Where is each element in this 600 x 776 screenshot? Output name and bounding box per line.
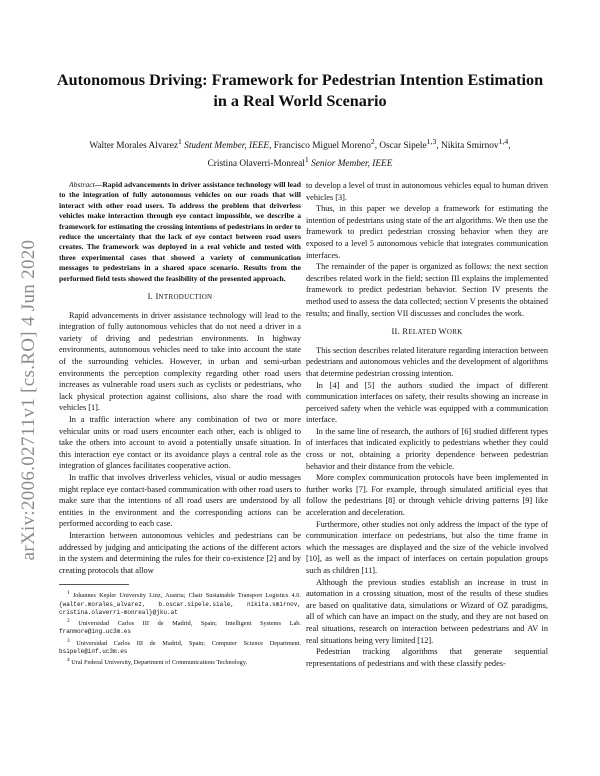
footnote: $^3$ Universidad Carlos III de Madrid, Spain; Computer Science Department. bsipele@inf.uc3m.es (59, 637, 302, 655)
title-line-1: Autonomous Driving: Framework for Pedestrian Intention Estimation (56, 71, 544, 89)
related-paragraph: This section describes related literature regarding interaction between pedestrians and autonomous vehicles and the development of algorithms that determine pedestrian crossing intention. (306, 345, 548, 378)
footnote: $^1$ Johannes Kepler University Linz, Austria; Chair Sustainable Transport Logistics 4.0. {walter.morales_alvarez, b.oscar.sipele.siale, nikita.smirnov, cristina.olaverri-monreal}@jku.at (59, 590, 302, 616)
arxiv-stamp: arXiv:2006.02711v1 [cs.RO] 4 Jun 2020 (18, 239, 39, 561)
footnote: $^4$ Ural Federal University, Department of Communications Technology. (67, 657, 248, 667)
related-paragraph: Pedestrian tracking algorithms that generate sequential representations of pedestrians and with these classify pedes- (306, 647, 548, 668)
intro-paragraph: Rapid advancements in driver assistance technology will lead to the integration of fully autonomous vehicles that do not need a driver in a variety of driving and pedestrian environments. In highway environments, autonomous vehicles need to take into account the state of the surrounding vehicles. However, in urban and semi-urban environments the perception complexity regarding other road users increases as vulnerable road users such as cyclists or pedestrians, who lack physical protection against collisions, also share the road with vehicles [1]. (59, 310, 301, 413)
footnote: $^2$ Universidad Carlos III de Madrid, Spain; Intelligent Systems Lab. franmore@ing.uc3m.es (59, 618, 301, 636)
left-column (59, 180, 301, 667)
abstract: Abstract—Rapid advancements in driver assistance technology will lead to the integration of fully autonomous vehicles on our roads that will interact with other road users. To address the problem that driverless vehicles make interaction through eye contact impossible, we describe a framework for estimating the crossing intentions of pedestrians in order to reduce the uncertainty that the lack of eye contact between road users creates. The framework was deployed in a real vehicle and tested with three experimental cases that showed a variety of communication messages to pedestrians in a shared space scenario. Results from the performed field tests showed the feasibility of the presented approach. (59, 180, 301, 283)
intro-paragraph: In traffic that involves driverless vehicles, visual or audio messages might replace eye contact-based communication with other road users to make sure that the intentions of all road users are understood by all entities in the environment and the corresponding actions can be performed according to each case. (59, 472, 301, 529)
body-paragraph: The remainder of the paper is organized as follows: the next section describes related work in the field; section III explains the implemented framework to predict pedestrian behavior. Section IV presents the method used to assess the data collected; section V presents the obtained results; and finally, section VII discusses and concludes the work. (306, 262, 548, 318)
section-heading-introduction: I. INTRODUCTION (147, 292, 213, 302)
body-paragraph: to develop a level of trust in autonomous vehicles equal to human driven vehicles [3]. (306, 181, 548, 202)
related-paragraph: Furthermore, other studies not only address the impact of the type of communication interface on pedestrians, but also the time frame in which the messages are displayed and the size of the vehicle involved [10], as well as the impact of interfaces on certain population groups such as children [11]. (306, 519, 548, 575)
related-paragraph: Although the previous studies establish an increase in trust in automation in a crossing situation, most of the results of these studies are based on qualitative data, simulations or Wizard of OZ paradigms, all of which can have an impact on the study, and they are not based on real situations, research on interaction between pedestrians and AV in real situations being very limited [12]. (306, 577, 548, 645)
related-paragraph: In [4] and [5] the authors studied the impact of different communication interfaces on safety, their results showing an increase in perceived safety when the vehicle was equipped with a communication interface. (306, 380, 548, 425)
related-paragraph: In the same line of research, the authors of [6] studied different types of interfaces that indicated explicitly to pedestrians whether they could cross or not, obtaining a priority dependence between pedestrian behavior and their distance from the vehicle. (306, 426, 548, 471)
footnote-rule (59, 584, 129, 585)
author-list (40, 135, 560, 171)
related-paragraph: More complex communication protocols have been implemented in further works [7]. For example, through simulated artificial eyes that follow the pedestrians [8] or through vehicle driving patterns [9] like acceleration and deceleration. (306, 473, 548, 518)
author-line-2: Cristina Olaverri-Monreal$^1$ Senior Member, IEEE (207, 155, 393, 170)
right-column (306, 180, 548, 669)
author-line-1: Walter Morales Alvarez$^1$ Student Member, IEEE, Francisco Miguel Moreno$^2$, Oscar Sipele$^{1,3}$, Nikita Smirnov$^{1,4}$, (89, 137, 511, 152)
intro-paragraph: Interaction between autonomous vehicles and pedestrians can be addressed by judging and anticipating the actions of the different actors in the system and determining the rules for their co-existence [2] and by creating protocols that allow (59, 530, 301, 575)
intro-paragraph: In a traffic interaction where any combination of two or more vehicular units or road users encounter each other, each is obliged to take the others into account to avoid a potentially unsafe situation. In this interaction eye contact or its avoidance plays a central role as the integration of glances facilitates cooperative action. (59, 415, 301, 471)
title-line-2: in a Real World Scenario (213, 92, 387, 110)
section-heading-related-work: II. RELATED WORK (391, 327, 463, 337)
body-paragraph: Thus, in this paper we develop a framework for estimating the intention of pedestrians using state of the art algorithms. We then use the framework to predict pedestrian crossing behavior when they are exposed to a level 5 autonomous vehicle that integrates communication interfaces. (306, 204, 548, 260)
paper-title (40, 70, 560, 112)
